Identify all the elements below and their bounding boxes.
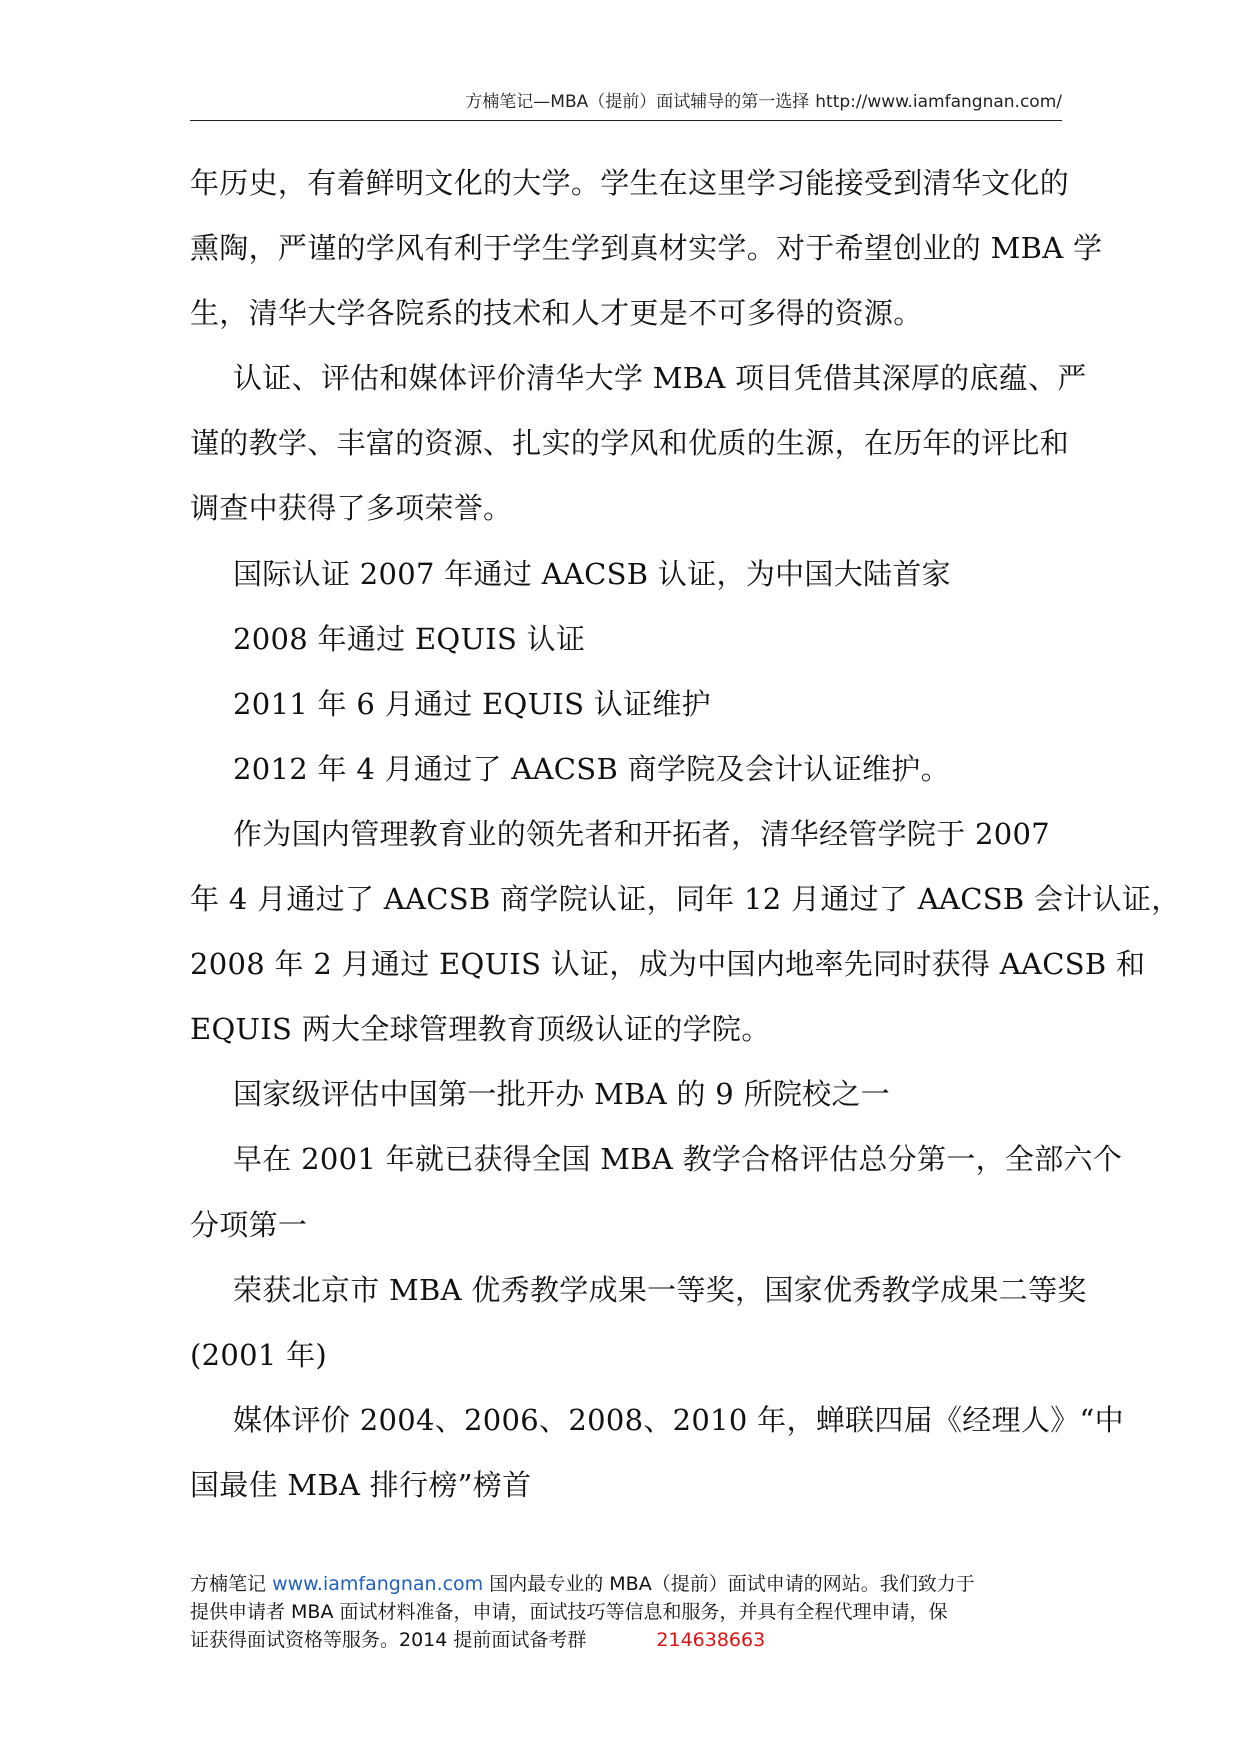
page-footer — [190, 1570, 1070, 1654]
body-line: 生，清华大学各院系的技术和人才更是不可多得的资源。 — [190, 296, 923, 331]
footer-site-link[interactable]: www.iamfangnan.com — [272, 1573, 484, 1595]
body-line: 调查中获得了多项荣誉。 — [190, 491, 513, 526]
footer-qq-group: 214638663 — [656, 1629, 766, 1651]
body-line: 认证、评估和媒体评价清华大学 MBA 项目凭借其深厚的底蕴、严 — [233, 361, 1087, 396]
body-line: 年 4 月通过了 AACSB 商学院认证，同年 12 月通过了 AACSB 会计认证， — [190, 882, 1181, 917]
body-line: 国际认证 2007 年通过 AACSB 认证，为中国大陆首家 — [233, 556, 951, 591]
body-line: (2001 年) — [190, 1337, 328, 1372]
body-line: 2011 年 6 月通过 EQUIS 认证维护 — [233, 686, 711, 721]
body-line: 媒体评价 2004、2006、2008、2010 年，蝉联四届《经理人》“中 — [233, 1402, 1124, 1437]
footer-brand: 方楠笔记 — [190, 1573, 267, 1595]
footer-line-1 — [190, 1570, 1070, 1598]
footer-services: 证获得面试资格等服务。2014 提前面试备考群 — [190, 1629, 587, 1651]
body-line: EQUIS 两大全球管理教育顶级认证的学院。 — [190, 1012, 771, 1047]
body-line: 早在 2001 年就已获得全国 MBA 教学合格评估总分第一，全部六个 — [233, 1142, 1123, 1177]
footer-intro: 国内最专业的 MBA（提前）面试申请的网站。我们致力于 — [489, 1573, 975, 1595]
body-line: 年历史，有着鲜明文化的大学。学生在这里学习能接受到清华文化的 — [190, 166, 1070, 200]
footer-line-3 — [190, 1626, 1070, 1654]
body-line: 2008 年 2 月通过 EQUIS 认证，成为中国内地率先同时获得 AACSB 和 — [190, 947, 1146, 982]
body-line: 2012 年 4 月通过了 AACSB 商学院及会计认证维护。 — [233, 751, 950, 786]
body-line: 荣获北京市 MBA 优秀教学成果一等奖，国家优秀教学成果二等奖 — [233, 1272, 1087, 1307]
body-line: 国最佳 MBA 排行榜”榜首 — [190, 1467, 532, 1502]
body-line: 2008 年通过 EQUIS 认证 — [233, 621, 586, 656]
page-header — [190, 84, 1062, 121]
body-line: 熏陶，严谨的学风有利于学生学到真材实学。对于希望创业的 MBA 学 — [190, 231, 1103, 266]
header-title: 方楠笔记—MBA（提前）面试辅导的第一选择 — [465, 92, 810, 112]
body-line: 谨的教学、丰富的资源、扎实的学风和优质的生源，在历年的评比和 — [190, 426, 1070, 461]
header-url[interactable]: http://www.iamfangnan.com/ — [815, 92, 1062, 112]
body-line: 作为国内管理教育业的领先者和开拓者，清华经管学院于 2007 — [233, 816, 1051, 851]
body-line: 分项第一 — [190, 1207, 308, 1242]
body-line: 国家级评估中国第一批开办 MBA 的 9 所院校之一 — [233, 1077, 891, 1112]
footer-line-2: 提供申请者 MBA 面试材料准备，申请，面试技巧等信息和服务，并具有全程代理申请，保 — [190, 1601, 948, 1623]
document-body — [190, 158, 1181, 1525]
